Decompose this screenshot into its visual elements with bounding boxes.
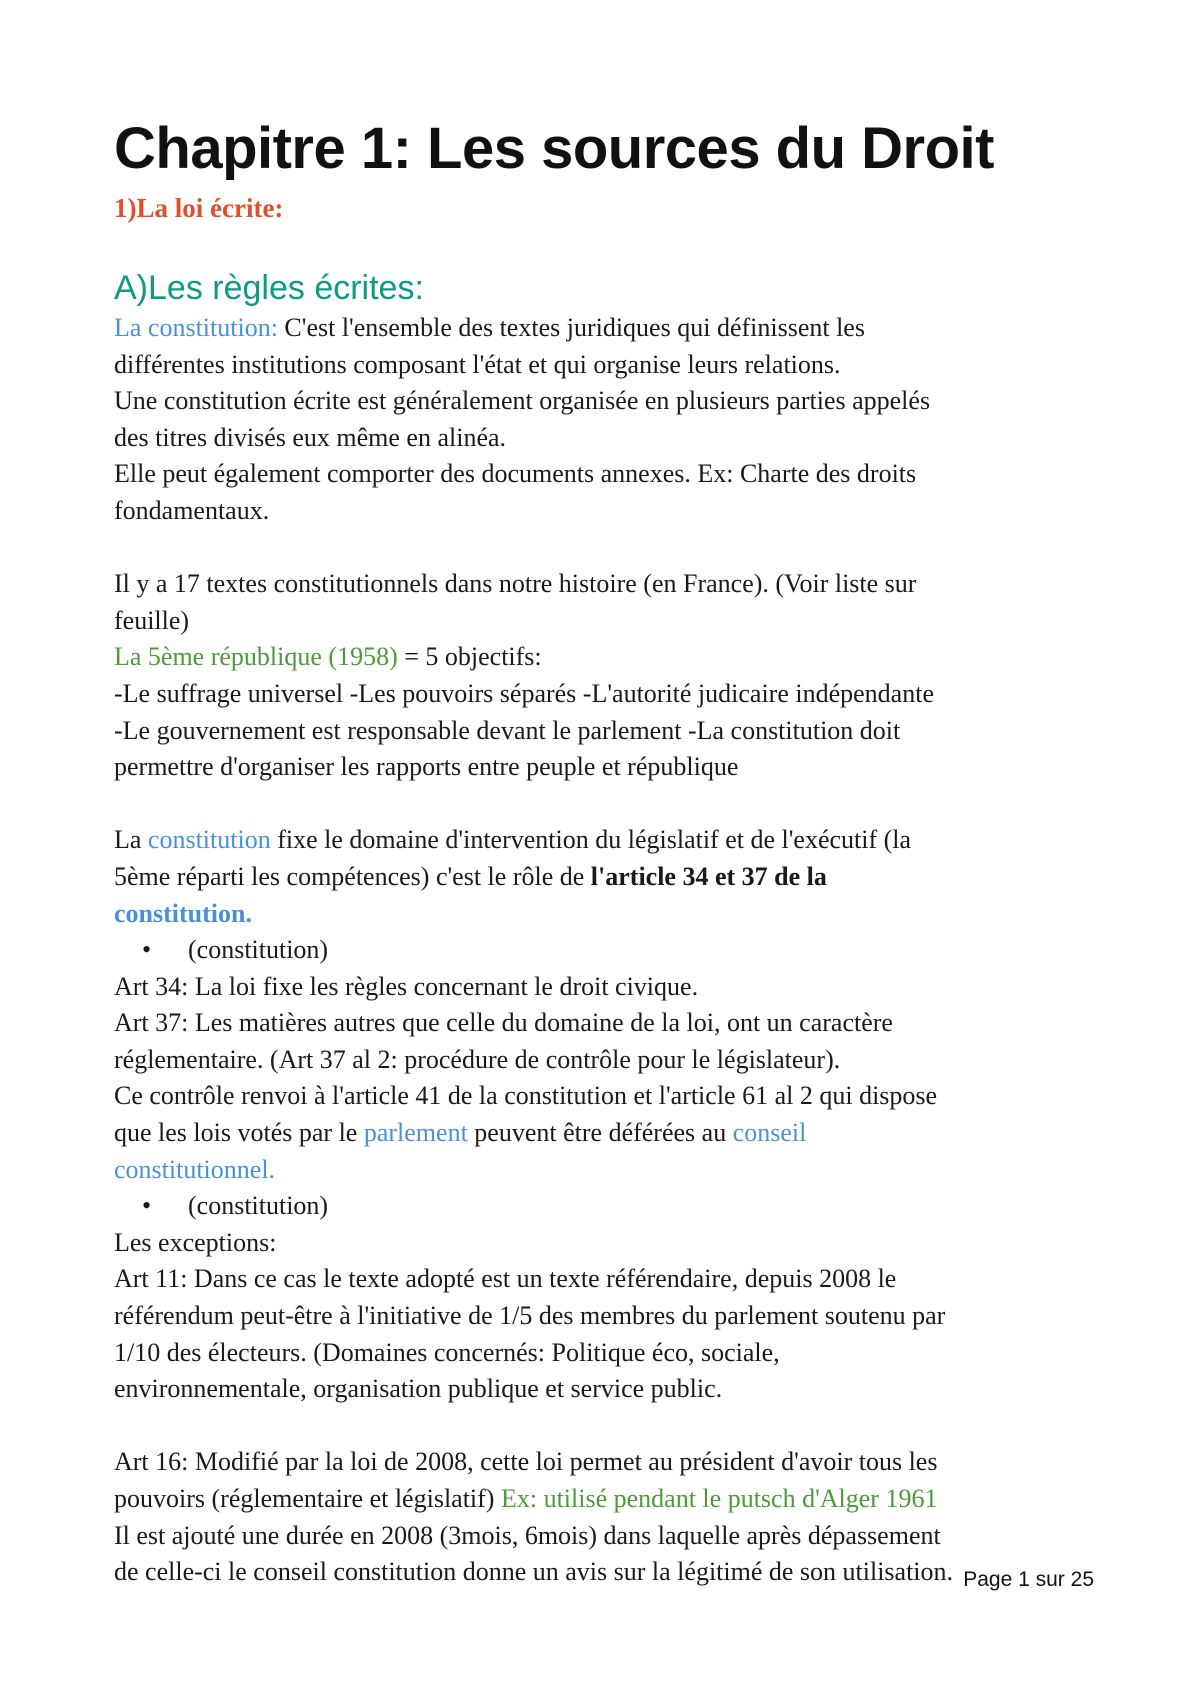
subsection-heading: A)Les règles écrites:: [114, 269, 424, 307]
text-line: [114, 310, 1094, 347]
text-line: Une constitution écrite est généralement organisée en plusieurs parties appelés: [114, 386, 931, 416]
text-line: de celle-ci le conseil constitution donne un avis sur la légitimé de son utilisation.: [114, 1557, 954, 1587]
term-conseil: conseil: [732, 1118, 807, 1148]
text-span: 5ème réparti les compétences) c'est le rôle de: [114, 861, 591, 891]
chapter-title: Chapitre 1: Les sources du Droit: [114, 116, 994, 181]
text-line: [114, 896, 1094, 933]
text-line: Il y a 17 textes constitutionnels dans notre histoire (en France). (Voir liste sur: [114, 569, 917, 599]
text-line: Art 37: Les matières autres que celle du domaine de la loi, ont un caractère: [114, 1008, 893, 1038]
text-line: [114, 859, 1094, 896]
text-line: réglementaire. (Art 37 al 2: procédure de contrôle pour le législateur).: [114, 1044, 841, 1074]
text-span: La: [114, 825, 148, 855]
text-span: fixe le domaine d'intervention du législatif et de l'exécutif (la: [270, 825, 912, 855]
text-line: feuille): [114, 605, 190, 635]
section-heading: 1)La loi écrite:: [114, 193, 284, 223]
text-line: Il est ajouté une durée en 2008 (3mois, 6mois) dans laquelle après dépassement: [114, 1520, 941, 1550]
bullet-item: [114, 1188, 1094, 1225]
text-line: Les exceptions:: [114, 1227, 277, 1257]
text-line: -Le gouvernement est responsable devant le parlement -La constitution doit: [114, 715, 901, 745]
text-line: [114, 822, 1094, 859]
text-line: fondamentaux.: [114, 495, 270, 525]
term-parlement: parlement: [363, 1118, 468, 1148]
text-line: permettre d'organiser les rapports entre peuple et république: [114, 752, 739, 782]
bullet-icon: •: [142, 935, 152, 965]
bullet-icon: •: [142, 1191, 152, 1221]
text-span: = 5 objectifs:: [397, 642, 542, 672]
term-constitution: constitution: [147, 825, 271, 855]
term-constitution-bold: constitution.: [114, 898, 252, 928]
text-line: Art 11: Dans ce cas le texte adopté est un texte référendaire, depuis 2008 le: [114, 1264, 897, 1294]
text-line: référendum peut-être à l'initiative de 1/5 des membres du parlement soutenu par: [114, 1301, 946, 1331]
text-line: Art 34: La loi fixe les règles concernant le droit civique.: [114, 971, 699, 1001]
bullet-item: [114, 932, 1094, 969]
term-republique: La 5ème république (1958): [114, 642, 398, 672]
text-span: peuvent être déférées au: [467, 1118, 733, 1148]
term-constitution: La constitution:: [114, 313, 278, 342]
term-constitutionnel: constitutionnel.: [114, 1154, 276, 1184]
text-line: -Le suffrage universel -Les pouvoirs séparés -L'autorité judicaire indépendante: [114, 678, 934, 708]
text-line: [114, 1481, 1094, 1518]
document-body: [114, 310, 1094, 1591]
text-line: Art 16: Modifié par la loi de 2008, cette loi permet au président d'avoir tous les: [114, 1447, 938, 1477]
text-line: Ce contrôle renvoi à l'article 41 de la constitution et l'article 61 al 2 qui dispose: [114, 1081, 938, 1111]
spacer: [114, 786, 1094, 823]
text-line: [114, 639, 1094, 676]
bullet-text: (constitution): [188, 935, 329, 965]
example-green: Ex: utilisé pendant le putsch d'Alger 1961: [500, 1484, 938, 1513]
page-number: Page 1 sur 25: [963, 1568, 1094, 1591]
text-line: différentes institutions composant l'état et qui organise leurs relations.: [114, 349, 841, 379]
text-span: C'est l'ensemble des textes juridiques qui définissent les: [277, 313, 865, 342]
text-line: 1/10 des électeurs. (Domaines concernés: Politique éco, sociale,: [114, 1337, 780, 1367]
bold-reference: l'article 34 et 37 de la: [590, 861, 827, 891]
spacer: [114, 1408, 1094, 1445]
text-span: pouvoirs (réglementaire et législatif): [114, 1484, 501, 1513]
bullet-text: (constitution): [188, 1191, 329, 1221]
text-span: que les lois votés par le: [114, 1118, 364, 1148]
text-line: Elle peut également comporter des documents annexes. Ex: Charte des droits: [114, 459, 917, 489]
text-line: des titres divisés eux même en alinéa.: [114, 422, 507, 452]
text-line: environnementale, organisation publique et service public.: [114, 1374, 723, 1404]
text-line: [114, 1115, 1094, 1152]
spacer: [114, 530, 1094, 567]
